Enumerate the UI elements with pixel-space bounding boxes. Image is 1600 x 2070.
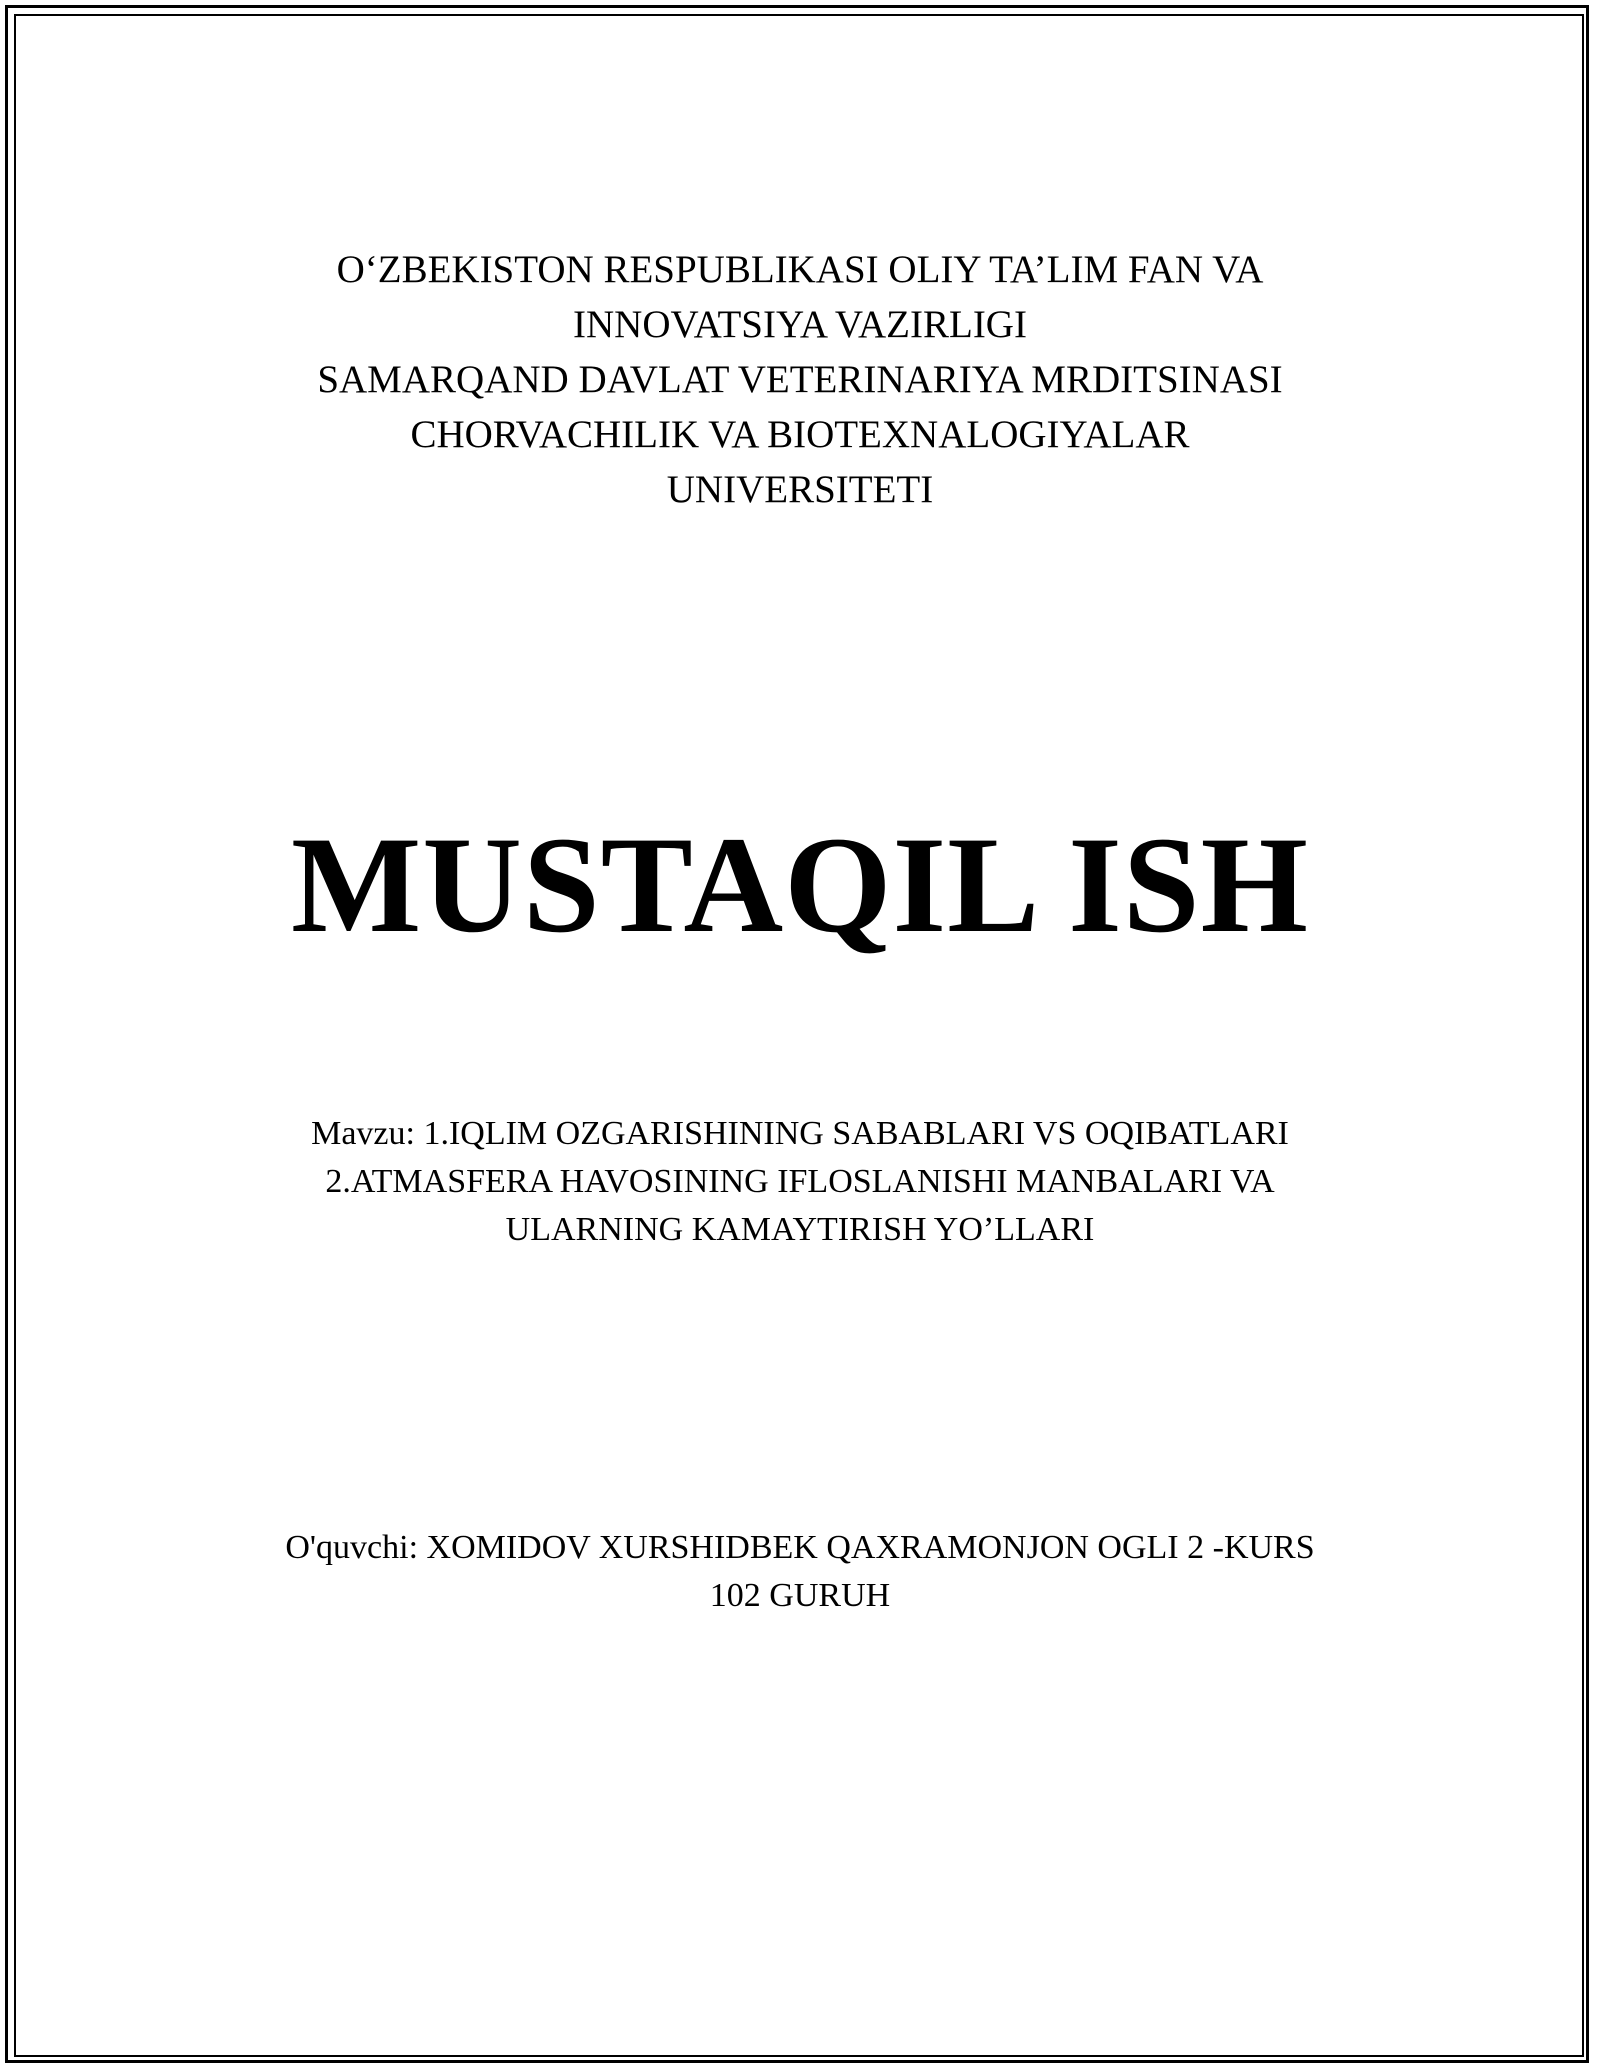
header-line: INNOVATSIYA VAZIRLIGI [573,303,1027,346]
header-line: SAMARQAND DAVLAT VETERINARIYA MRDITSINASI [317,358,1283,401]
student-line: O'quvchi: XOMIDOV XURSHIDBEK QAXRAMONJON OGLI 2 -KURS [285,1529,1315,1566]
header-line: CHORVACHILIK VA BIOTEXNALOGIYALAR [410,413,1190,456]
header-line: O‘ZBEKISTON RESPUBLIKASI OLIY TA’LIM FAN VA [336,248,1264,291]
topic-line: ULARNING KAMAYTIRISH YO’LLARI [505,1211,1095,1248]
topic-section [0,1110,1600,1254]
topic-line: 2.ATMASFERA HAVOSINING IFLOSLANISHI MANBALARI VA [325,1163,1275,1200]
topic-line: Mavzu: 1.IQLIM OZGARISHINING SABABLARI VS OQIBATLARI [311,1115,1289,1152]
student-info [0,1524,1600,1620]
institution-header [0,242,1600,517]
header-line: UNIVERSITETI [666,468,934,511]
student-line: 102 GURUH [709,1577,891,1614]
document-title: MUSTAQIL ISH [291,808,1309,961]
